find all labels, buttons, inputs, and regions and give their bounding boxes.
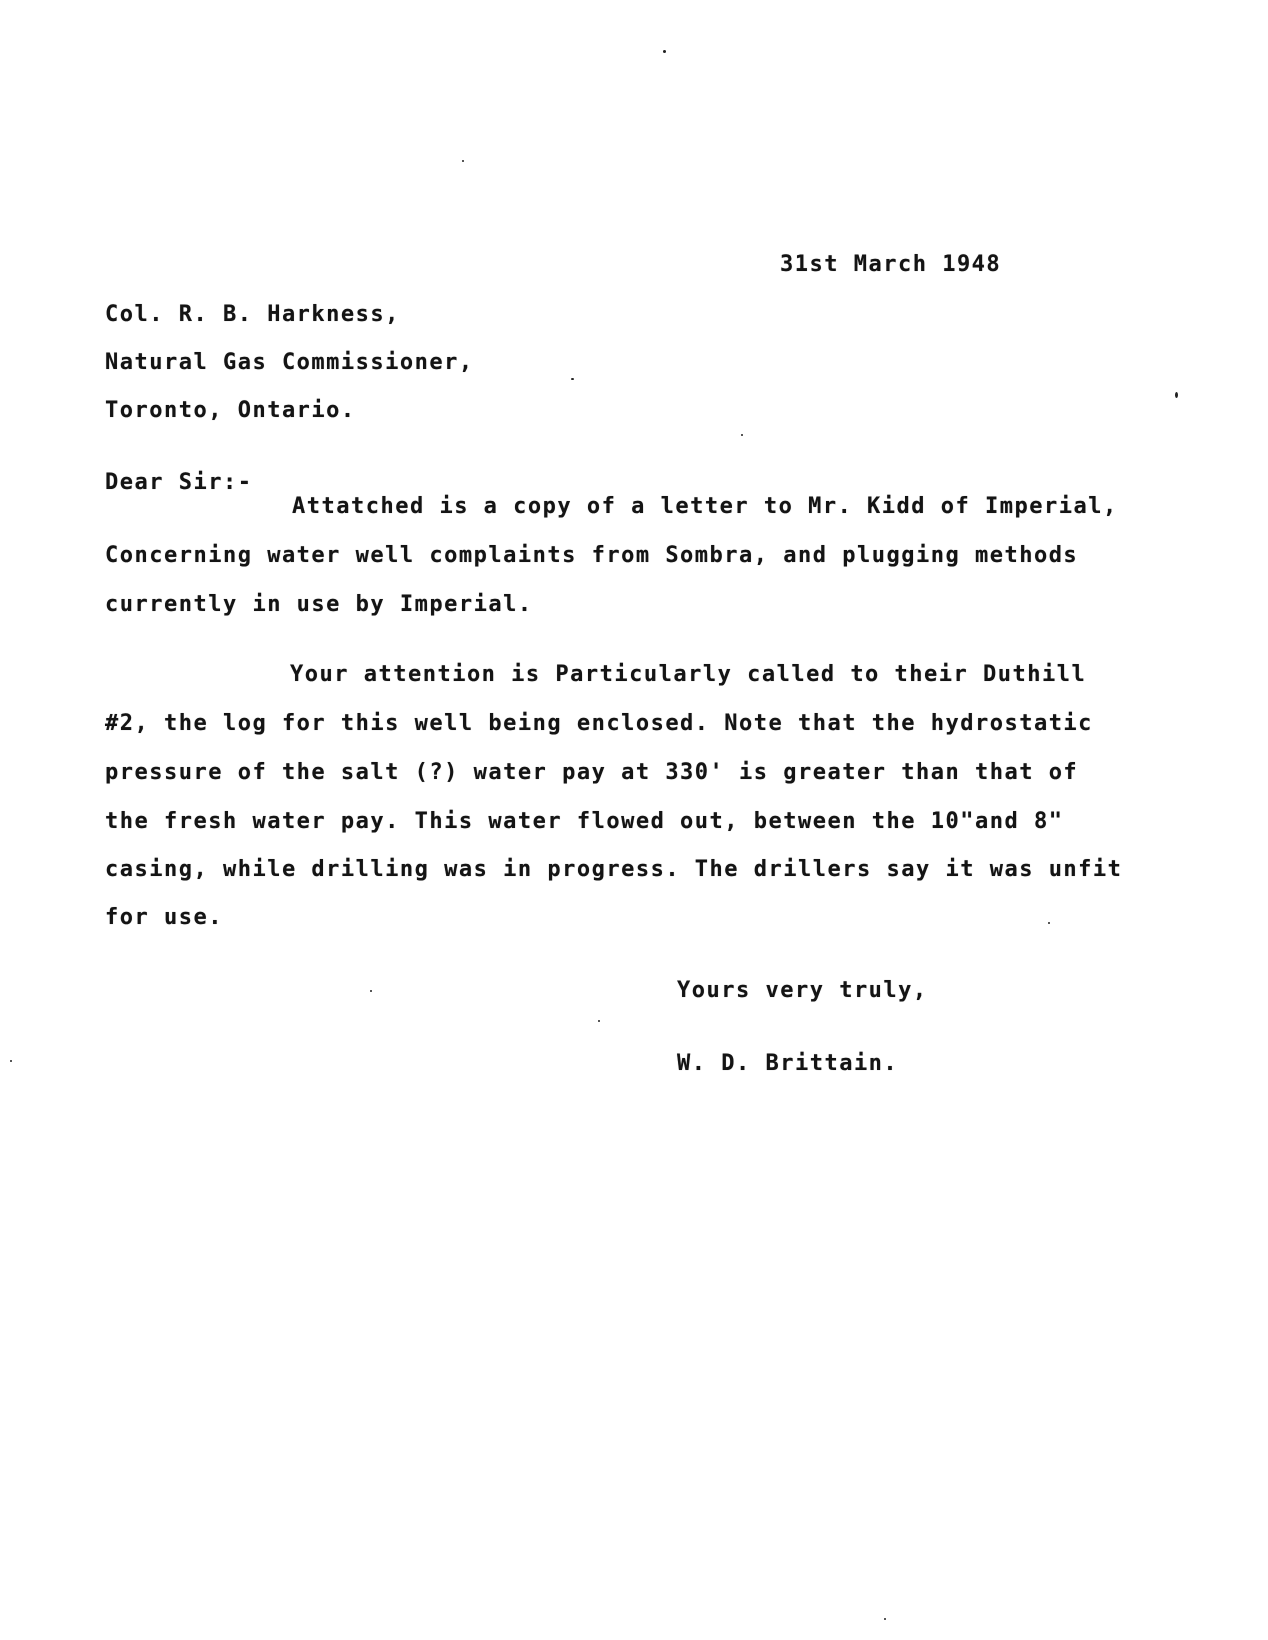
paragraph-1-line-1: Attatched is a copy of a letter to Mr. Kidd of Imperial, bbox=[292, 494, 1118, 519]
scan-speck bbox=[741, 434, 743, 436]
scan-speck bbox=[663, 50, 666, 53]
recipient-location: Toronto, Ontario. bbox=[105, 398, 356, 423]
paragraph-1-line-3: currently in use by Imperial. bbox=[105, 592, 533, 617]
signature-name: W. D. Brittain. bbox=[677, 1051, 899, 1076]
scan-speck bbox=[1048, 922, 1050, 924]
paragraph-2-line-3: pressure of the salt (?) water pay at 330' is greater than that of bbox=[105, 760, 1079, 785]
scan-speck bbox=[10, 1060, 12, 1062]
recipient-name: Col. R. B. Harkness, bbox=[105, 302, 400, 327]
recipient-title: Natural Gas Commissioner, bbox=[105, 350, 474, 375]
scan-speck bbox=[598, 1020, 600, 1022]
scan-speck bbox=[1175, 392, 1178, 398]
paragraph-1-line-2: Concerning water well complaints from Sombra, and plugging methods bbox=[105, 543, 1079, 568]
scan-speck bbox=[571, 378, 574, 380]
scan-speck bbox=[884, 1618, 886, 1620]
scan-speck bbox=[462, 160, 464, 162]
scan-speck bbox=[370, 990, 372, 992]
paragraph-2-line-1: Your attention is Particularly called to their Duthill bbox=[290, 662, 1087, 687]
paragraph-2-line-4: the fresh water pay. This water flowed out, between the 10"and 8" bbox=[105, 809, 1064, 834]
paragraph-2-line-2: #2, the log for this well being enclosed. Note that the hydrostatic bbox=[105, 711, 1093, 736]
closing: Yours very truly, bbox=[677, 978, 928, 1003]
paragraph-2-line-6: for use. bbox=[105, 905, 223, 930]
salutation: Dear Sir:- bbox=[105, 470, 253, 495]
letter-date: 31st March 1948 bbox=[780, 252, 1002, 277]
paragraph-2-line-5: casing, while drilling was in progress. The drillers say it was unfit bbox=[105, 857, 1123, 882]
